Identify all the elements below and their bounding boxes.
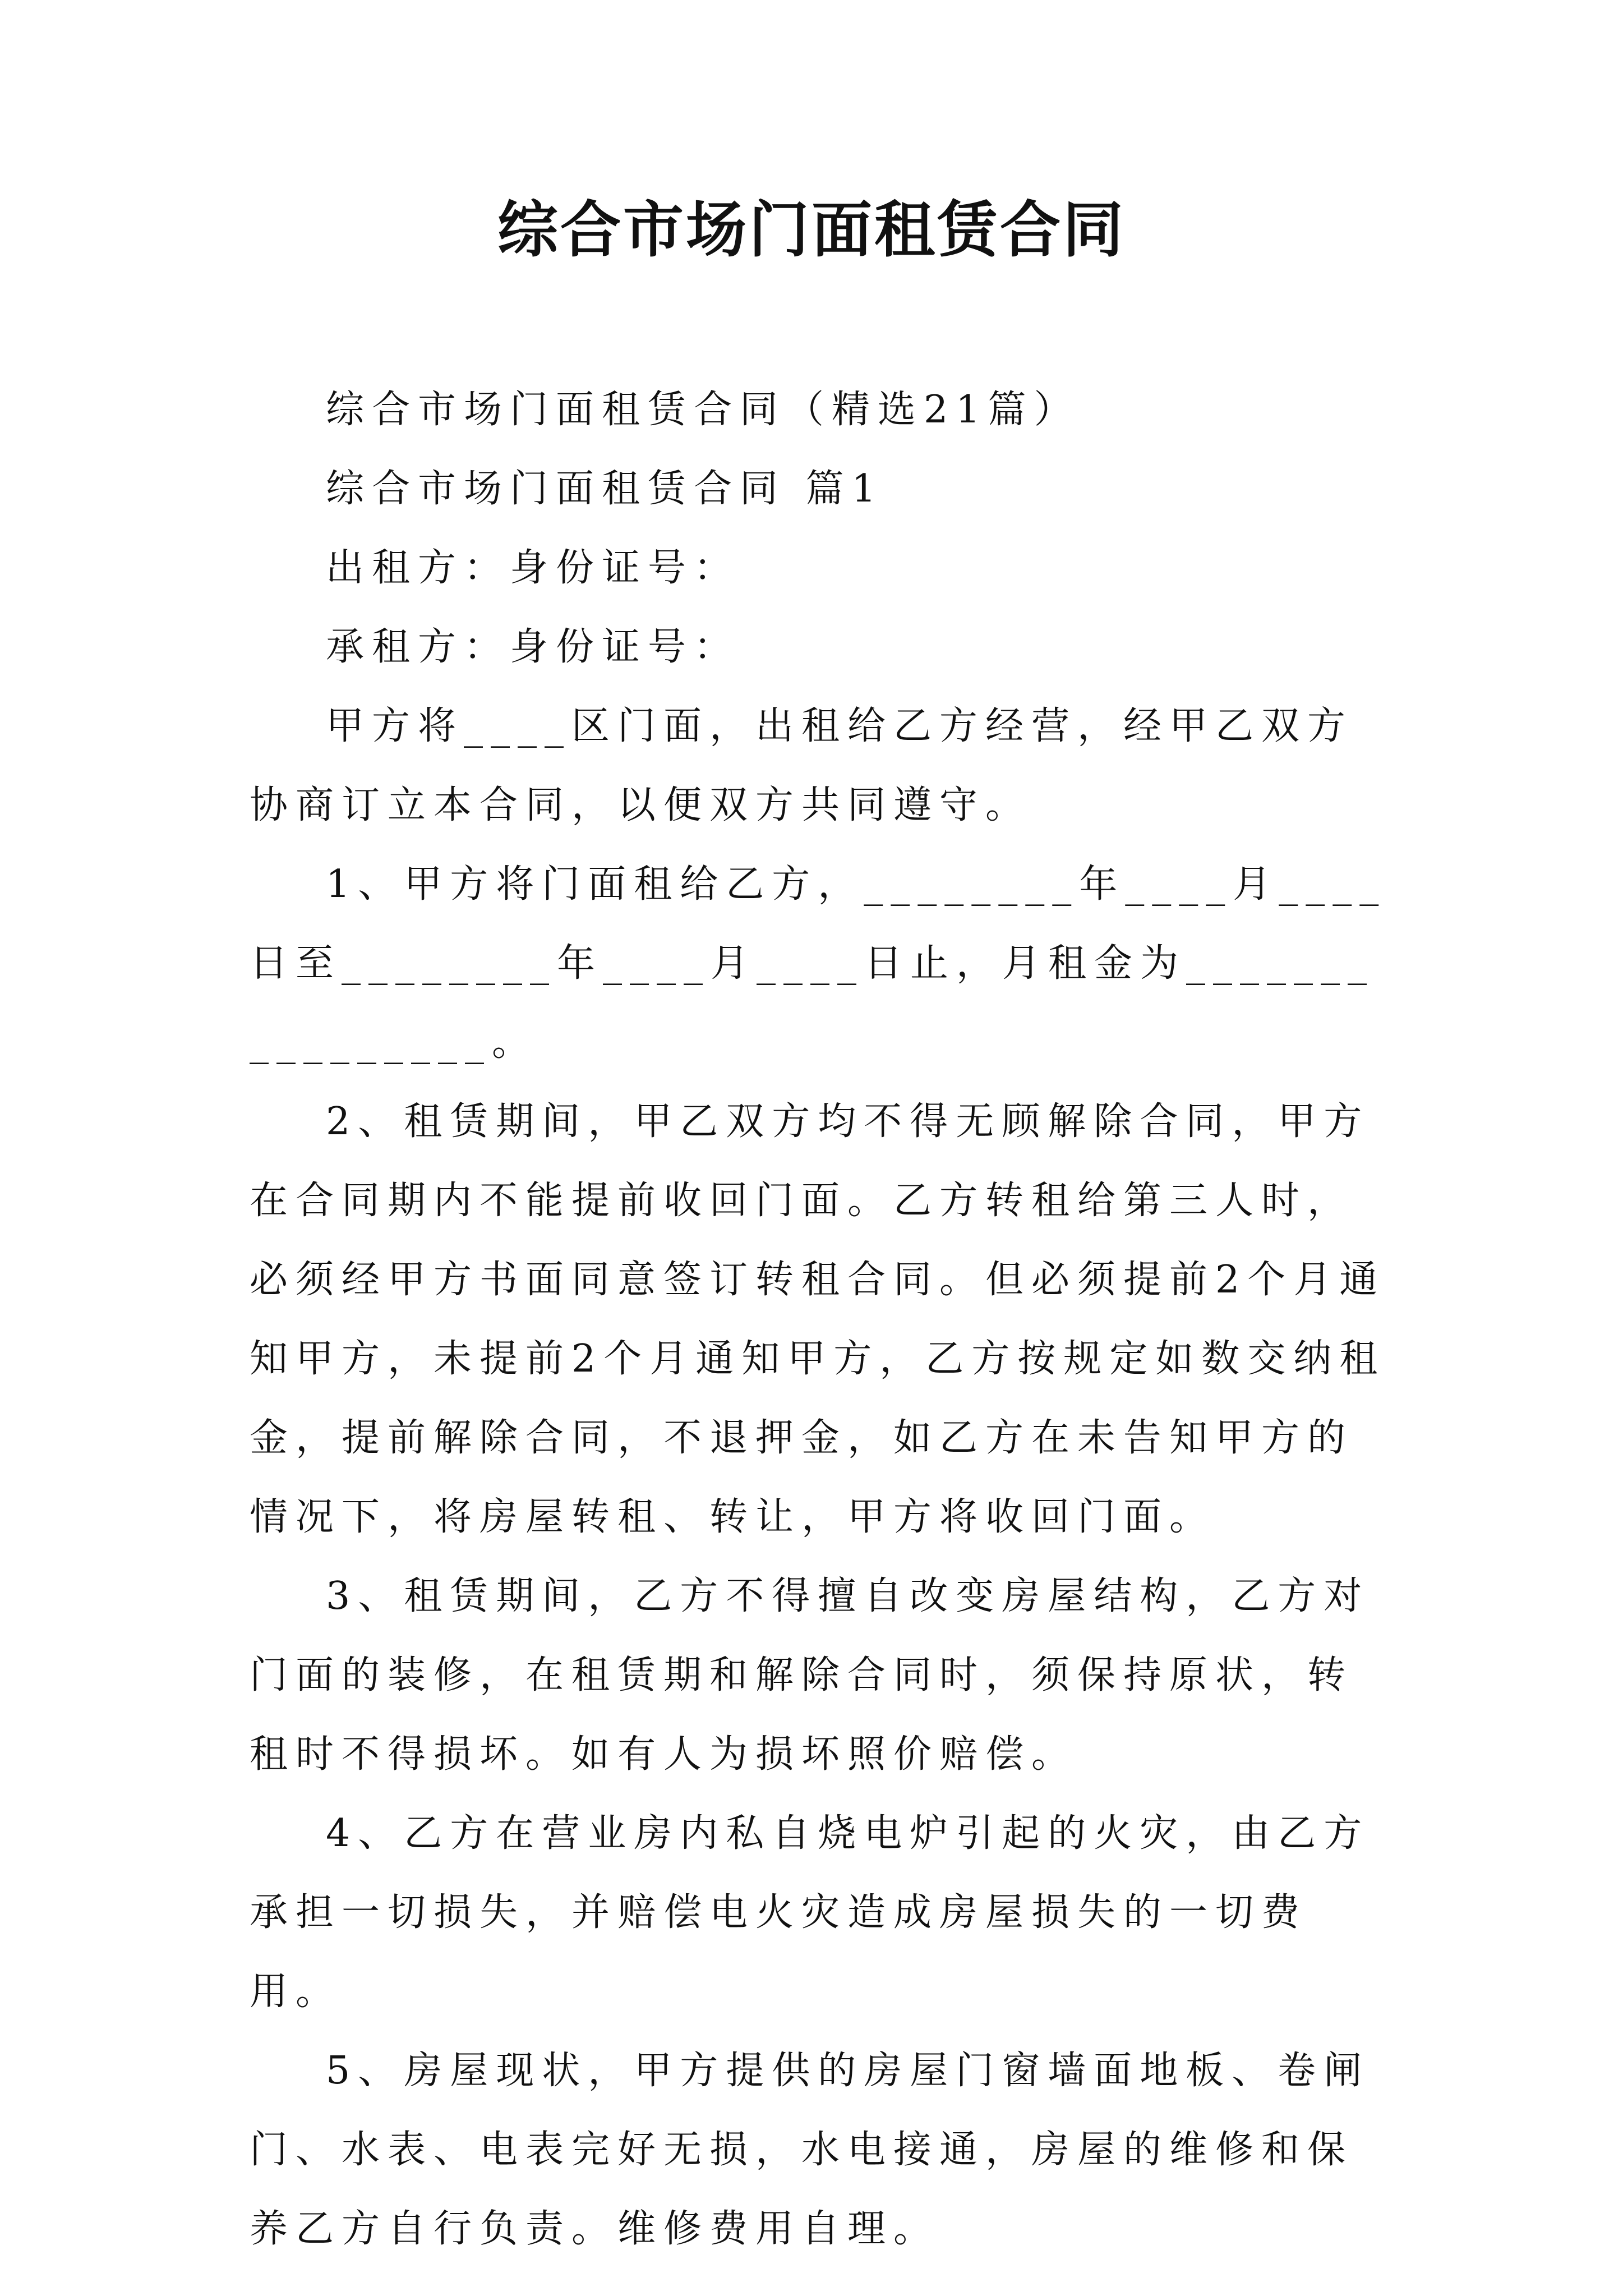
- clause-4: 4、乙方在营业房内私自烧电炉引起的火灾，由乙方承担一切损失，并赔偿电火灾造成房屋损失的一切费用。: [250, 1811, 1370, 2014]
- lessor-line: 出租方：身份证号：: [326, 546, 740, 590]
- section-heading: 综合市场门面租赁合同 篇1: [326, 467, 884, 511]
- document-body: [250, 370, 1388, 2269]
- document-title: 综合市场门面租赁合同: [497, 195, 1126, 265]
- subtitle-paragraph: 综合市场门面租赁合同（精选21篇）: [326, 388, 1080, 432]
- lessee-line: 承租方：身份证号：: [326, 625, 740, 669]
- clause-2: 2、租赁期间，甲乙双方均不得无顾解除合同，甲方在合同期内不能提前收回门面。乙方转租给第三人时，必须经甲方书面同意签订转租合同。但必须提前2个月通知甲方，未提前2个月通知甲方，乙方按规定如数交纳租金，提前解除合同，不退押金，如乙方在未告知甲方的情况下，将房屋转租、转让，甲方将收回门面。: [250, 1099, 1386, 1539]
- clause-1: 1、甲方将门面租给乙方，________年____月____日至________年____月____日止，月租金为________________。: [250, 862, 1387, 1065]
- intro-paragraph: 甲方将____区门面，出租给乙方经营，经甲乙双方协商订立本合同，以便双方共同遵守。: [250, 704, 1354, 827]
- clause-5: 5、房屋现状，甲方提供的房屋门窗墙面地板、卷闸门、水表、电表完好无损，水电接通，房屋的维修和保养乙方自行负责。维修费用自理。: [250, 2049, 1370, 2251]
- clause-3: 3、租赁期间，乙方不得擅自改变房屋结构，乙方对门面的装修，在租赁期和解除合同时，须保持原状，转租时不得损坏。如有人为损坏照价赔偿。: [250, 1574, 1370, 1777]
